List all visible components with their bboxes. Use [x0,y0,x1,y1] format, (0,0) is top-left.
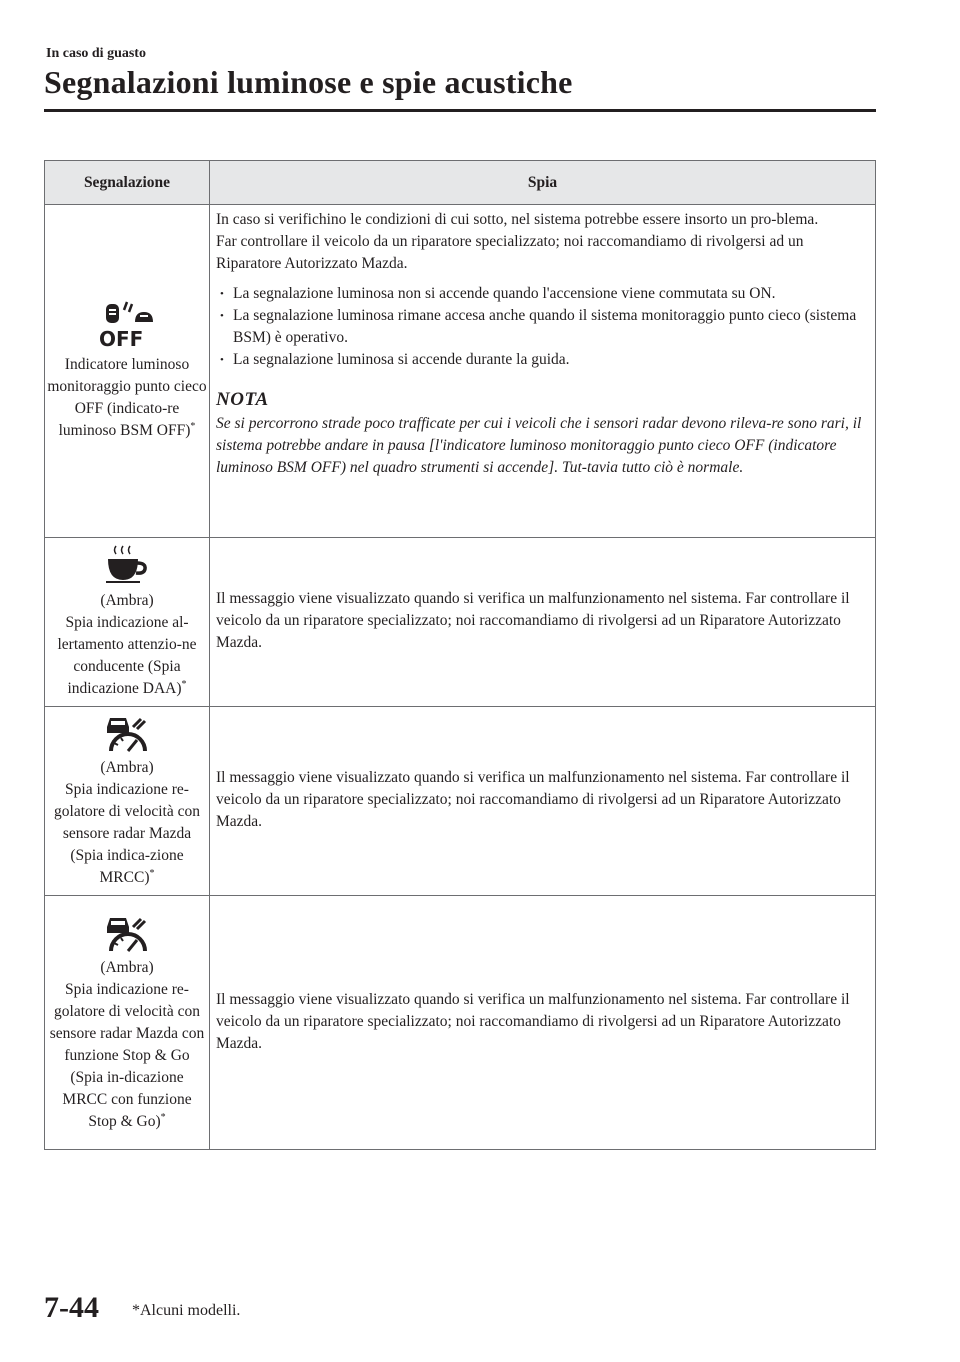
footnote: *Alcuni modelli. [132,1302,241,1319]
coffee-cup-icon [102,544,152,586]
header-signal: Segnalazione [45,161,210,205]
condition-list [216,283,869,371]
list-item: • La segnalazione luminosa non si accende quando l'accensione viene commutata su ON. [216,283,869,305]
section-label: In caso di guasto [46,46,146,61]
radar-cruise-stop-go-icon [101,913,153,953]
color-label: (Ambra) [100,759,154,776]
signal-cell [45,538,210,707]
description-intro-2: Far controllare il veicolo da un riparatore specializzato; noi raccomandiamo di rivolgersi ad un Riparatore Autorizzato Mazda. [216,233,804,272]
title-rule [44,109,876,112]
table-row [45,538,876,707]
signal-name: Spia indicazione al-lertamento attenzio-ne conducente (Spia indicazione DAA) [57,614,197,697]
description-cell: Il messaggio viene visualizzato quando si verifica un malfunzionamento nel sistema. Far controllare il veicolo da un riparatore specializzato; noi raccomandiamo di rivolgersi ad un Riparatore Autorizzato Mazda. [210,896,876,1150]
header-spia: Spia [210,161,876,205]
description-intro: In caso si verifichino le condizioni di cui sotto, nel sistema potrebbe essere insorto un pro-blema. [216,211,819,228]
table-row [45,896,876,1150]
table-row [45,205,876,538]
note-text: Se si percorrono strade poco trafficate per cui i veicoli che i sensori radar devono rileva-re sono rari, il sistema potrebbe andare in pausa [l'indicatore luminoso monitoraggio punto cieco OFF (indicatore luminoso BSM OFF) nel quadro strumenti si accende]. Tut-tavia tutto ciò è normale. [216,415,862,476]
asterisk: * [190,420,196,432]
signal-name: Spia indicazione re-golatore di velocità con sensore radar Mazda con funzione Stop & Go (Spia in-dicazione MRCC con funzione Stop & Go) [49,980,205,1130]
description-cell: Il messaggio viene visualizzato quando si verifica un malfunzionamento nel sistema. Far controllare il veicolo da un riparatore specializzato; noi raccomandiamo di rivolgersi ad un Riparatore Autorizzato Mazda. [210,707,876,896]
table-row [45,707,876,896]
svg-text:OFF: OFF [99,327,144,350]
asterisk: * [149,867,155,879]
list-item: • La segnalazione luminosa si accende durante la guida. [216,349,869,371]
list-item: • La segnalazione luminosa rimane accesa anche quando il sistema monitoraggio punto cieco (sistema BSM) è operativo. [216,305,869,349]
note-title: NOTA [216,389,269,410]
page-number: 7-44 [44,1291,99,1324]
page-title: Segnalazioni luminose e spie acustiche [44,64,573,100]
bsm-off-icon [97,300,157,350]
radar-cruise-icon [101,713,153,753]
signal-cell [45,205,210,538]
signal-name: Indicatore luminoso monitoraggio punto cieco OFF (indicato-re luminoso BSM OFF) [47,356,207,439]
signal-cell [45,896,210,1150]
asterisk: * [160,1111,166,1123]
asterisk: * [181,678,187,690]
table-header-row [45,161,876,205]
description-cell [210,205,876,538]
description-cell: Il messaggio viene visualizzato quando si verifica un malfunzionamento nel sistema. Far controllare il veicolo da un riparatore specializzato; noi raccomandiamo di rivolgersi ad un Riparatore Autorizzato Mazda. [210,538,876,707]
signal-name: Spia indicazione re-golatore di velocità con sensore radar Mazda (Spia indica-zione MRCC) [54,781,200,886]
signal-cell [45,707,210,896]
warning-lights-table [44,160,876,1150]
color-label: (Ambra) [100,958,154,976]
color-label: (Ambra) [100,592,154,609]
